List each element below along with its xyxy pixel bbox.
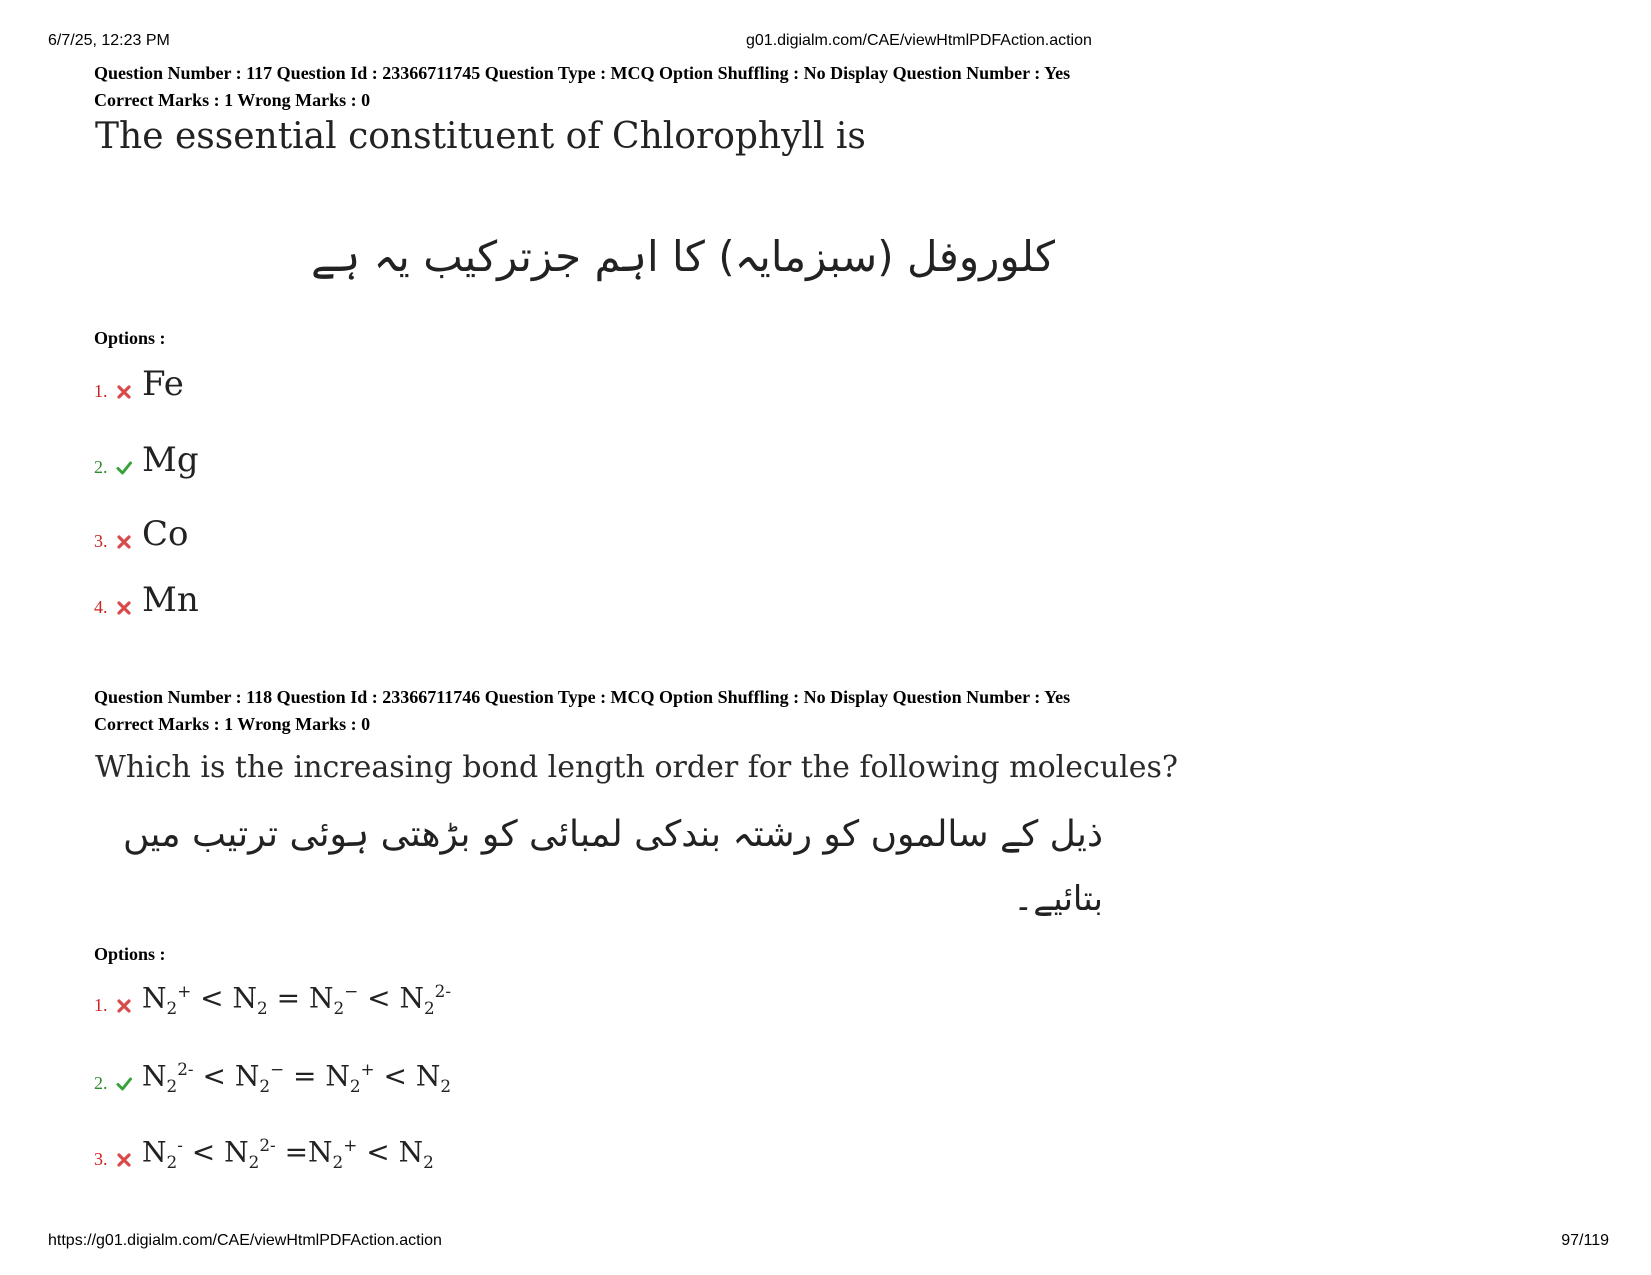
print-datetime: 6/7/25, 12:23 PM [48,32,170,49]
question-meta [94,60,1070,114]
footer-url: https://g01.digialm.com/CAE/viewHtmlPDFAction.action [48,1232,442,1249]
question-marks-line: Correct Marks : 1 Wrong Marks : 0 [94,714,371,734]
option-text: Mg [142,440,199,480]
question-text-english: Which is the increasing bond length order for the following molecules? [95,750,1178,785]
question-text-urdu-line2: بتائیے۔ [1013,879,1103,919]
options-label: Options : [94,328,166,348]
option-number: 2. [94,1073,108,1093]
question-meta [94,684,1070,738]
option-number: 1. [94,381,108,401]
question-text-urdu: کلوروفل (سبزمایہ) کا اہم جزترکیب یہ ہے [310,232,1055,281]
option-text: Mn [142,580,199,620]
question-text-urdu: ذیل کے سالموں کو رشتہ بندکی لمبائی کو بڑھتی ہوئی ترتیب میں [122,814,1103,855]
option-number: 1. [94,995,108,1015]
question-meta-line1: Question Number : 117 Question Id : 23366711745 Question Type : MCQ Option Shuffling : No Display Question Number : Yes [94,63,1071,83]
cross-icon [116,1152,132,1168]
option-number: 4. [94,597,108,617]
print-page-url: g01.digialm.com/CAE/viewHtmlPDFAction.action [746,32,1092,49]
question-meta-line1: Question Number : 118 Question Id : 23366711746 Question Type : MCQ Option Shuffling : No Display Question Number : Yes [94,687,1071,707]
cross-icon [116,384,132,400]
cross-icon [116,998,132,1014]
option-text: Co [142,514,189,554]
cross-icon [116,600,132,616]
check-icon [116,460,132,476]
option-text: Fe [142,364,184,404]
question-marks-line: Correct Marks : 1 Wrong Marks : 0 [94,90,371,110]
option-formula: $N_2^+ < N_2 = N_2^- < N_2^{2-}$ [142,981,452,1018]
option-formula: $N_2^{2-} < N_2^- = N_2^+ < N_2$ [142,1059,452,1096]
option-formula: $N_2^- < N_2^{2-} =N_2^+ < N_2$ [142,1135,434,1172]
option-number: 3. [94,1149,108,1169]
question-text-english: The essential constituent of Chlorophyll is [95,116,866,157]
option-number: 3. [94,531,108,551]
check-icon [116,1076,132,1092]
option-number: 2. [94,457,108,477]
options-label: Options : [94,944,166,964]
cross-icon [116,534,132,550]
page-number: 97/119 [1561,1232,1609,1249]
